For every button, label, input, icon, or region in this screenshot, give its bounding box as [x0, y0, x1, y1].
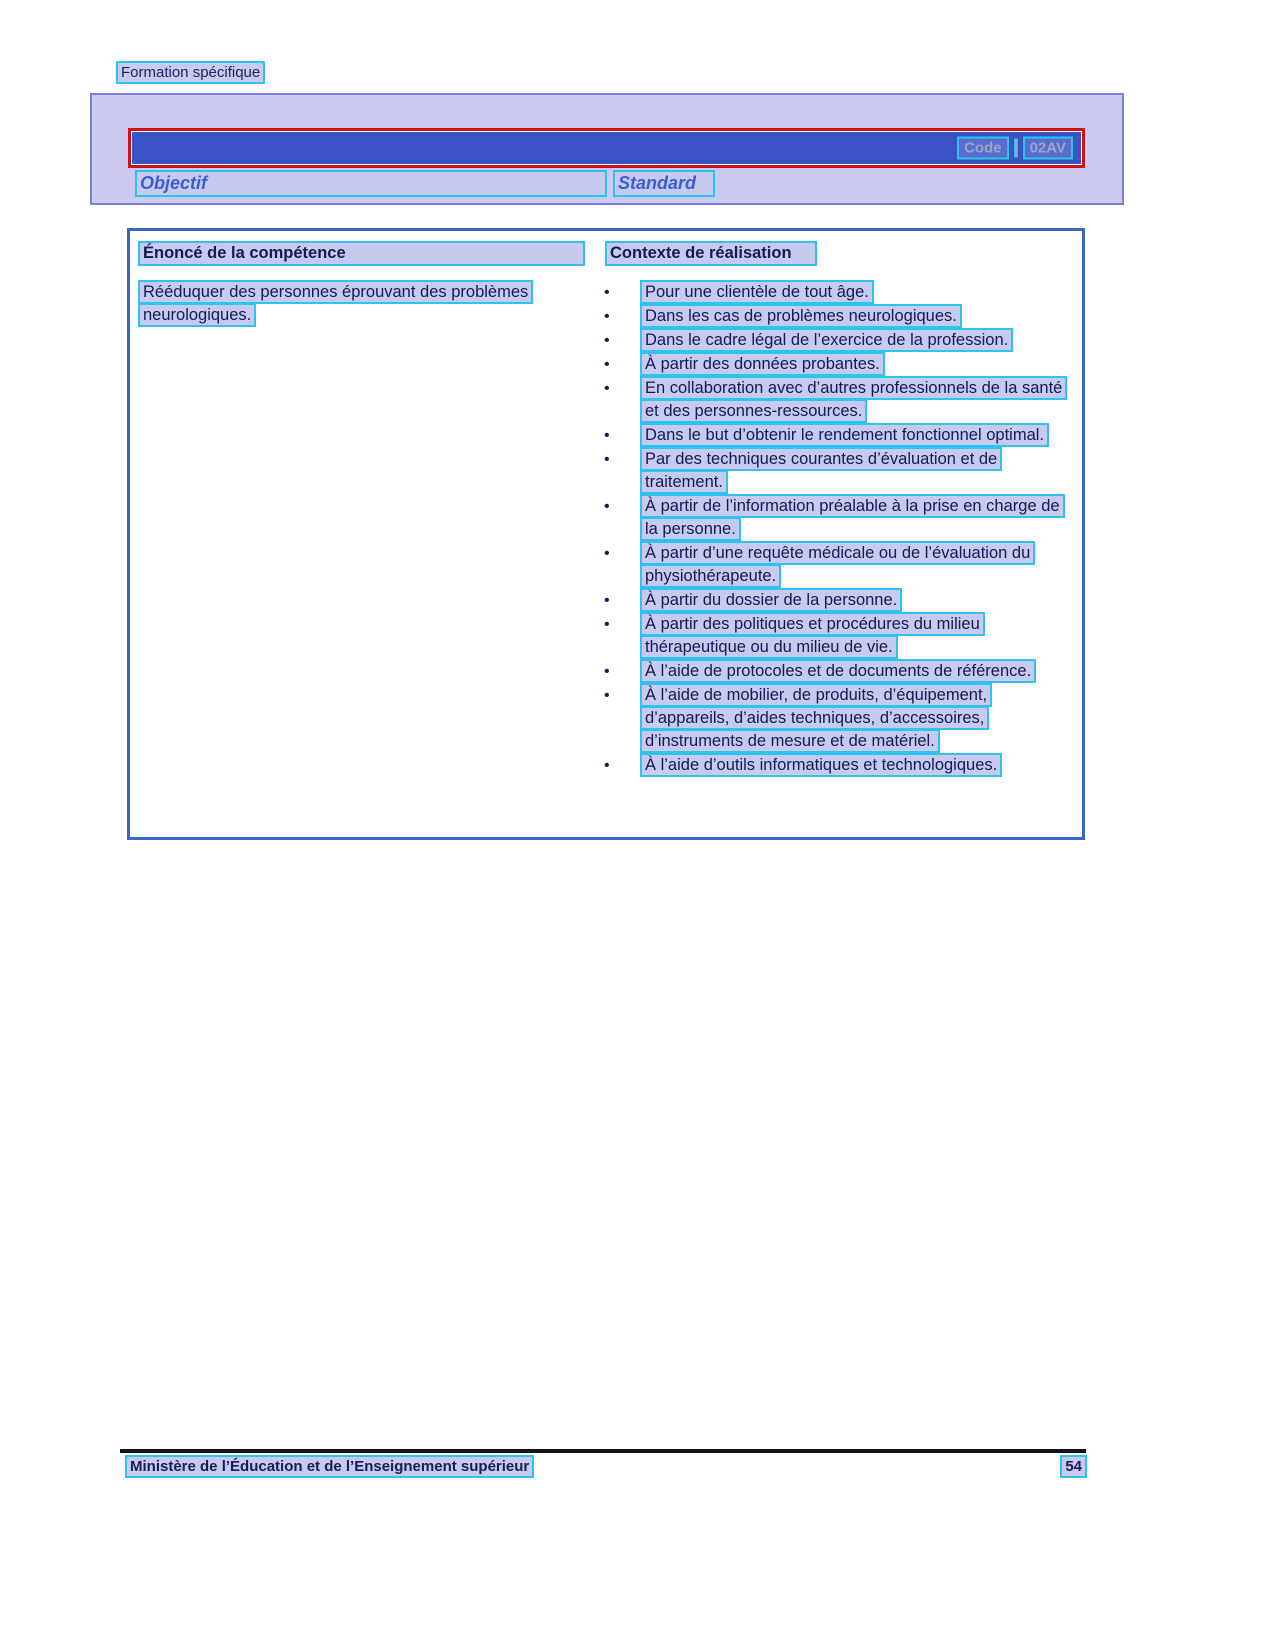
contexte-list-item: [602, 613, 1066, 659]
contexte-item-text: Par des techniques courantes d’évaluation et de traitement.: [642, 449, 1000, 492]
bullet-icon: •: [604, 284, 610, 301]
code-area: [959, 139, 1071, 158]
contexte-item-text: À partir des données probantes.: [642, 354, 883, 374]
contexte-list-item: [602, 754, 1066, 777]
contexte-cell: [602, 281, 1082, 778]
title-bar-fill: [132, 132, 1081, 164]
section-label-text: Formation spécifique: [118, 63, 263, 82]
bullet-icon: •: [604, 663, 610, 680]
section-label: [118, 64, 263, 81]
title-bar: [128, 128, 1085, 168]
contexte-list-item: [602, 329, 1066, 352]
contexte-column-header: Contexte de réalisation: [607, 243, 815, 264]
table-header-row: [130, 231, 1082, 264]
bullet-icon: •: [604, 687, 610, 704]
contexte-list-item: [602, 589, 1066, 612]
objectif-heading: Objectif: [137, 172, 605, 195]
contexte-list-item: [602, 542, 1066, 588]
contexte-list-item: [602, 281, 1066, 304]
bullet-icon: •: [604, 427, 610, 444]
contexte-list-item: [602, 353, 1066, 376]
bullet-icon: •: [604, 356, 610, 373]
footer-divider: [120, 1449, 1086, 1453]
contexte-list-item: [602, 448, 1066, 494]
competence-table: [127, 228, 1085, 840]
contexte-list-item: [602, 424, 1066, 447]
contexte-item-text: À l’aide de mobilier, de produits, d’équipement, d’appareils, d’aides techniques, d’accessoires, d’instruments de mesure et de matériel.: [642, 685, 990, 751]
footer-ministry: Ministère de l’Éducation et de l’Enseignement supérieur: [127, 1457, 532, 1476]
contexte-list-item: [602, 495, 1066, 541]
contexte-item-text: En collaboration avec d’autres professionnels de la santé et des personnes-ressources.: [642, 378, 1065, 421]
contexte-list: [602, 281, 1066, 777]
code-value: 02AV: [1025, 139, 1071, 158]
bullet-icon: •: [604, 616, 610, 633]
footer-page-number: 54: [1062, 1457, 1085, 1476]
contexte-list-item: [602, 660, 1066, 683]
contexte-item-text: Dans le but d’obtenir le rendement fonctionnel optimal.: [642, 425, 1047, 445]
contexte-item-text: À partir d’une requête médicale ou de l’évaluation du physiothérapeute.: [642, 543, 1033, 586]
bullet-icon: •: [604, 498, 610, 515]
footer: [127, 1457, 1085, 1476]
contexte-item-text: À partir du dossier de la personne.: [642, 590, 900, 610]
contexte-item-text: À partir de l’information préalable à la prise en charge de la personne.: [642, 496, 1063, 539]
bullet-icon: •: [604, 451, 610, 468]
contexte-item-text: Dans les cas de problèmes neurologiques.: [642, 306, 960, 326]
bullet-icon: •: [604, 757, 610, 774]
contexte-list-item: [602, 684, 1066, 753]
bullet-icon: •: [604, 545, 610, 562]
contexte-column: [602, 243, 1082, 264]
competence-cell: [130, 281, 602, 778]
bullet-icon: •: [604, 592, 610, 609]
standard-heading: Standard: [615, 172, 713, 195]
contexte-list-item: [602, 305, 1066, 328]
code-divider: [1015, 140, 1017, 157]
contexte-item-text: Pour une clientèle de tout âge.: [642, 282, 872, 302]
competence-statement: Rééduquer des personnes éprouvant des problèmes neurologiques.: [140, 282, 531, 325]
bullet-icon: •: [604, 332, 610, 349]
contexte-item-text: À partir des politiques et procédures du milieu thérapeutique ou du milieu de vie.: [642, 614, 983, 657]
contexte-item-text: À l’aide de protocoles et de documents de référence.: [642, 661, 1034, 681]
table-body-row: [130, 281, 1082, 778]
contexte-list-item: [602, 377, 1066, 423]
code-label: Code: [959, 139, 1007, 158]
header-panel: [90, 93, 1124, 205]
competence-column: [130, 243, 602, 264]
bullet-icon: •: [604, 380, 610, 397]
contexte-item-text: À l’aide d’outils informatiques et technologiques.: [642, 755, 1000, 775]
contexte-item-text: Dans le cadre légal de l’exercice de la profession.: [642, 330, 1011, 350]
bullet-icon: •: [604, 308, 610, 325]
competence-column-header: Énoncé de la compétence: [140, 243, 583, 264]
